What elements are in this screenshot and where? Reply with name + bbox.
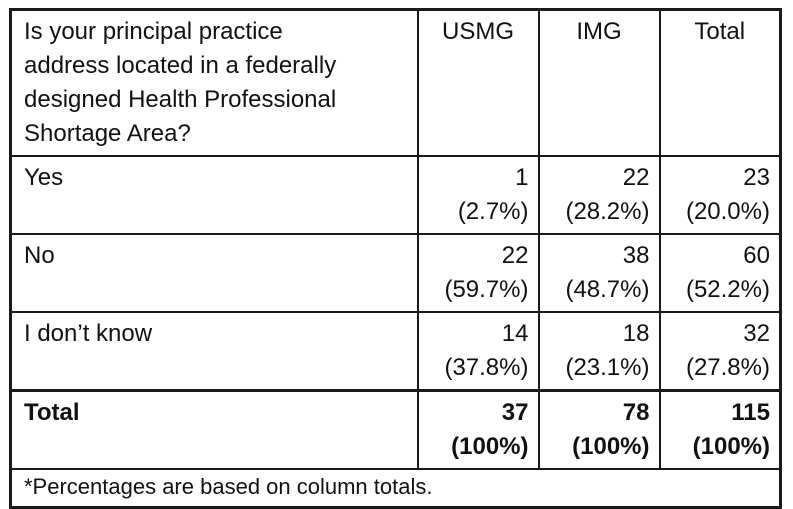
- table-row-yes: [11, 156, 781, 234]
- cell-count: 22: [501, 242, 529, 269]
- cell-total: [660, 391, 781, 470]
- cell-count: 18: [622, 320, 650, 347]
- table-row-dont-know: [11, 312, 781, 391]
- footnote-row: [11, 469, 781, 507]
- cell-img: [539, 391, 660, 470]
- question-line: Is your principal practice: [24, 18, 283, 45]
- cell-count: 1: [515, 164, 529, 191]
- cell-count: 32: [743, 320, 770, 347]
- cell-total: [660, 234, 781, 312]
- cell-count: 37: [501, 399, 529, 426]
- cell-percent: (23.1%): [565, 354, 650, 381]
- cell-percent: (59.7%): [444, 276, 529, 303]
- cell-count: 14: [501, 320, 529, 347]
- row-label: Yes: [11, 156, 418, 234]
- cell-total: [660, 156, 781, 234]
- survey-table: [9, 8, 782, 509]
- question-line: Shortage Area?: [24, 120, 191, 147]
- cell-count: 115: [731, 399, 770, 426]
- cell-percent: (48.7%): [565, 276, 650, 303]
- question-line: address located in a federally: [24, 52, 337, 79]
- cell-percent: (2.7%): [457, 198, 529, 225]
- cell-percent: (20.0%): [685, 198, 770, 225]
- cell-count: 23: [743, 164, 770, 191]
- header-row: [11, 10, 781, 157]
- cell-img: [539, 312, 660, 391]
- row-label: I don’t know: [11, 312, 418, 391]
- cell-count: 60: [743, 242, 770, 269]
- column-header-usmg: USMG: [418, 10, 539, 157]
- cell-percent: (52.2%): [685, 276, 770, 303]
- cell-percent: (27.8%): [685, 354, 770, 381]
- cell-percent: (37.8%): [444, 354, 529, 381]
- cell-percent: (100%): [451, 433, 529, 460]
- cell-percent: (100%): [572, 433, 650, 460]
- cell-percent: (28.2%): [565, 198, 650, 225]
- cell-img: [539, 156, 660, 234]
- column-header-img: IMG: [539, 10, 660, 157]
- question-line: designed Health Professional: [24, 86, 337, 113]
- cell-total: [660, 312, 781, 391]
- cell-usmg: [418, 312, 539, 391]
- row-label: Total: [11, 391, 418, 470]
- cell-count: 38: [622, 242, 650, 269]
- table-row-no: [11, 234, 781, 312]
- cell-usmg: [418, 391, 539, 470]
- cell-usmg: [418, 156, 539, 234]
- cell-count: 22: [622, 164, 650, 191]
- question-header: [11, 10, 418, 157]
- column-header-total: Total: [660, 10, 781, 157]
- footnote: *Percentages are based on column totals.: [11, 469, 781, 507]
- cell-img: [539, 234, 660, 312]
- cell-count: 78: [622, 399, 650, 426]
- row-label: No: [11, 234, 418, 312]
- table-row-total: [11, 391, 781, 470]
- cell-usmg: [418, 234, 539, 312]
- cell-percent: (100%): [692, 433, 770, 460]
